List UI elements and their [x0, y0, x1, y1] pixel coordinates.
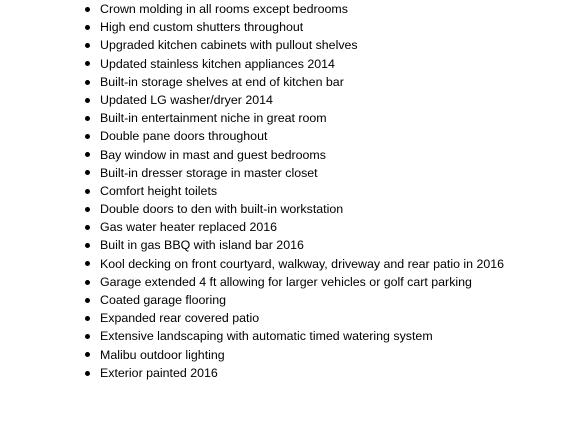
- list-item: [84, 164, 504, 182]
- list-item-text: Built in gas BBQ with island bar 2016: [100, 238, 304, 253]
- list-item: [84, 346, 504, 364]
- list-item: [84, 273, 504, 291]
- list-item: [84, 364, 504, 382]
- bullet-icon: [85, 61, 90, 66]
- list-item: [84, 236, 504, 254]
- list-item-text: Built-in storage shelves at end of kitchen bar: [100, 74, 344, 89]
- list-item-text: Updated stainless kitchen appliances 2014: [100, 56, 335, 71]
- list-item-text: Coated garage flooring: [100, 293, 227, 307]
- bullet-icon: [85, 152, 90, 157]
- list-item-text: Kool decking on front courtyard, walkway, driveway and rear patio in 2016: [100, 256, 505, 271]
- list-item-text: Malibu outdoor lighting: [100, 347, 225, 362]
- list-item-text: Extensive landscaping with automatic timed watering system: [100, 329, 433, 344]
- bullet-icon: [85, 7, 90, 12]
- list-item-text: Bay window in mast and guest bedrooms: [100, 147, 326, 162]
- list-item-text: Built-in entertainment niche in great room: [100, 111, 327, 126]
- bullet-icon: [85, 207, 90, 212]
- bullet-icon: [85, 280, 90, 285]
- list-item-text: Built-in dresser storage in master closet: [100, 165, 318, 180]
- list-item: [84, 218, 504, 236]
- bullet-icon: [85, 25, 90, 30]
- list-item-text: Updated LG washer/dryer 2014: [100, 92, 273, 107]
- list-item-text: Comfort height toilets: [100, 183, 218, 198]
- list-item: [84, 255, 504, 273]
- bullet-icon: [85, 134, 90, 139]
- list-item-text: Double pane doors throughout: [100, 129, 268, 144]
- list-item-text: High end custom shutters throughout: [100, 20, 304, 35]
- bullet-icon: [85, 261, 90, 266]
- list-item: [84, 309, 504, 327]
- list-item: [84, 182, 504, 200]
- bullet-icon: [85, 43, 90, 48]
- bullet-icon: [85, 225, 90, 230]
- list-item: [84, 73, 504, 91]
- bullet-icon: [85, 243, 90, 248]
- list-item-text: Expanded rear covered patio: [100, 311, 260, 326]
- list-item-text: Upgraded kitchen cabinets with pullout shelves: [100, 38, 358, 53]
- list-item: [84, 127, 504, 145]
- bullet-icon: [85, 189, 90, 194]
- bullet-icon: [85, 298, 90, 303]
- list-item: [84, 55, 504, 73]
- list-item-text: Gas water heater replaced 2016: [100, 220, 278, 235]
- list-item: [84, 109, 504, 127]
- list-item-text: Garage extended 4 ft allowing for larger vehicles or golf cart parking: [100, 274, 472, 289]
- list-item: [84, 200, 504, 218]
- list-item-text: Crown molding in all rooms except bedrooms: [100, 2, 348, 16]
- bullet-icon: [85, 170, 90, 175]
- list-item: [84, 91, 504, 109]
- list-item: [84, 18, 504, 36]
- bullet-icon: [85, 352, 90, 357]
- list-item: [84, 146, 504, 164]
- bullet-icon: [85, 334, 90, 339]
- list-item: [84, 0, 504, 18]
- bullet-icon: [85, 316, 90, 321]
- bullet-icon: [85, 98, 90, 103]
- bullet-icon: [85, 116, 90, 121]
- list-item-text: Exterior painted 2016: [100, 365, 218, 380]
- list-item: [84, 291, 504, 309]
- bullet-icon: [85, 371, 90, 376]
- list-item: [84, 327, 504, 345]
- list-item-text: Double doors to den with built-in workstation: [100, 202, 344, 217]
- feature-list: [84, 0, 504, 382]
- list-item: [84, 36, 504, 54]
- bullet-icon: [85, 80, 90, 85]
